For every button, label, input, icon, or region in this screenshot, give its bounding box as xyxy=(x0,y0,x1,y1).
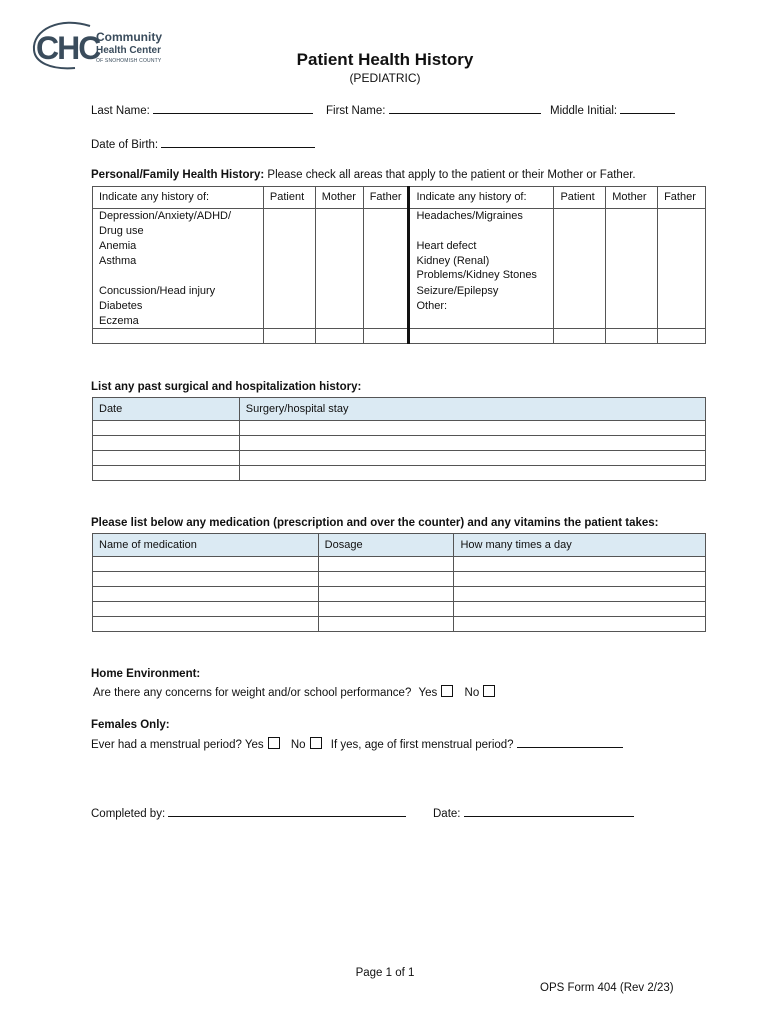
surgical-header-date: Date xyxy=(93,398,240,421)
father-check-cell[interactable] xyxy=(658,239,706,254)
date-row xyxy=(433,805,634,820)
history-condition-left: Depression/Anxiety/ADHD/ Drug use xyxy=(93,209,264,239)
date-label: Date: xyxy=(433,808,461,820)
last-name-label: Last Name: xyxy=(91,105,150,117)
father-check-cell[interactable] xyxy=(658,299,706,314)
mother-check-cell[interactable] xyxy=(315,329,363,344)
entry-cell[interactable] xyxy=(93,557,319,572)
entry-cell[interactable] xyxy=(93,572,319,587)
history-row xyxy=(93,299,706,314)
history-label-rest: Please check all areas that apply to the patient or their Mother or Father. xyxy=(264,169,636,181)
history-header: Indicate any history of: xyxy=(409,187,554,209)
entry-cell[interactable] xyxy=(318,602,454,617)
father-check-cell[interactable] xyxy=(363,239,409,254)
history-condition-left: Eczema xyxy=(93,314,264,329)
middle-initial-label: Middle Initial: xyxy=(550,105,618,117)
entry-cell[interactable] xyxy=(454,557,706,572)
completed-by-label: Completed by: xyxy=(91,808,166,820)
table-row xyxy=(93,557,706,572)
history-header: Father xyxy=(658,187,706,209)
surgical-table xyxy=(92,397,706,481)
history-condition-left xyxy=(93,329,264,344)
entry-cell[interactable] xyxy=(93,466,240,481)
completed-by-row xyxy=(91,805,406,820)
patient-check-cell[interactable] xyxy=(263,314,315,329)
home-question-row xyxy=(93,685,495,699)
history-condition-right: Other: xyxy=(409,299,554,314)
history-condition-right: Kidney (Renal) Problems/Kidney Stones xyxy=(409,254,554,284)
mother-check-cell[interactable] xyxy=(315,239,363,254)
history-condition-left: Asthma xyxy=(93,254,264,284)
history-header: Indicate any history of: xyxy=(93,187,264,209)
father-check-cell[interactable] xyxy=(363,254,409,284)
mother-check-cell[interactable] xyxy=(606,209,658,239)
medication-header-dosage: Dosage xyxy=(318,534,454,557)
father-check-cell[interactable] xyxy=(363,329,409,344)
history-header: Father xyxy=(363,187,409,209)
females-question: Ever had a menstrual period? xyxy=(91,739,242,751)
mother-check-cell[interactable] xyxy=(606,314,658,329)
home-question: Are there any concerns for weight and/or school performance? xyxy=(93,687,412,699)
entry-cell[interactable] xyxy=(454,572,706,587)
patient-check-cell[interactable] xyxy=(263,299,315,314)
patient-check-cell[interactable] xyxy=(554,284,606,299)
page-title: Patient Health History xyxy=(296,50,474,69)
table-row xyxy=(93,436,706,451)
history-header: Patient xyxy=(554,187,606,209)
patient-check-cell[interactable] xyxy=(263,209,315,239)
entry-cell[interactable] xyxy=(318,572,454,587)
surgical-header-stay: Surgery/hospital stay xyxy=(239,398,705,421)
patient-check-cell[interactable] xyxy=(554,299,606,314)
father-check-cell[interactable] xyxy=(363,314,409,329)
entry-cell[interactable] xyxy=(318,617,454,632)
last-name-row xyxy=(91,102,313,117)
father-check-cell[interactable] xyxy=(658,284,706,299)
entry-cell[interactable] xyxy=(239,436,705,451)
menstrual-age-field[interactable] xyxy=(517,736,623,748)
logo-line1: Community xyxy=(96,30,162,44)
middle-initial-row xyxy=(550,102,675,117)
first-name-field[interactable] xyxy=(389,102,541,114)
entry-cell[interactable] xyxy=(239,466,705,481)
entry-cell[interactable] xyxy=(454,617,706,632)
home-yes-label: Yes xyxy=(418,687,438,699)
history-row xyxy=(93,329,706,344)
page-number: Page 1 of 1 xyxy=(355,967,415,979)
females-no-label: No xyxy=(290,739,306,751)
patient-check-cell[interactable] xyxy=(554,329,606,344)
dob-field[interactable] xyxy=(161,136,315,148)
females-label: Females Only: xyxy=(91,719,170,731)
entry-cell[interactable] xyxy=(93,587,319,602)
entry-cell[interactable] xyxy=(93,617,319,632)
entry-cell[interactable] xyxy=(454,602,706,617)
father-check-cell[interactable] xyxy=(363,284,409,299)
date-field[interactable] xyxy=(464,805,634,817)
history-header: Mother xyxy=(606,187,658,209)
patient-check-cell[interactable] xyxy=(554,314,606,329)
history-condition-right: Headaches/Migraines xyxy=(409,209,554,239)
first-name-label: First Name: xyxy=(326,105,386,117)
last-name-field[interactable] xyxy=(153,102,313,114)
mother-check-cell[interactable] xyxy=(606,329,658,344)
mother-check-cell[interactable] xyxy=(606,299,658,314)
history-condition-left: Anemia xyxy=(93,239,264,254)
patient-check-cell[interactable] xyxy=(263,284,315,299)
home-yes-checkbox[interactable] xyxy=(441,685,453,697)
history-condition-right: Seizure/Epilepsy xyxy=(409,284,554,299)
history-row xyxy=(93,239,706,254)
history-condition-right xyxy=(409,314,554,329)
dob-row xyxy=(91,136,315,151)
females-question-row xyxy=(91,736,623,751)
medication-table xyxy=(92,533,706,632)
logo-abbr: CHC xyxy=(36,30,100,66)
first-name-row xyxy=(326,102,541,117)
patient-check-cell[interactable] xyxy=(554,209,606,239)
entry-cell[interactable] xyxy=(93,421,240,436)
form-id: OPS Form 404 (Rev 2/23) xyxy=(540,982,674,994)
table-row xyxy=(93,572,706,587)
females-followup: If yes, age of first menstrual period? xyxy=(330,739,514,751)
entry-cell[interactable] xyxy=(454,587,706,602)
medication-header-times: How many times a day xyxy=(454,534,706,557)
history-condition-right xyxy=(409,329,554,344)
home-no-checkbox[interactable] xyxy=(483,685,495,697)
table-row xyxy=(93,451,706,466)
mother-check-cell[interactable] xyxy=(315,254,363,284)
middle-initial-field[interactable] xyxy=(620,102,675,114)
surgical-label: List any past surgical and hospitalization history: xyxy=(91,381,362,393)
home-no-label: No xyxy=(464,687,480,699)
father-check-cell[interactable] xyxy=(658,314,706,329)
females-yes-label: Yes xyxy=(244,739,264,751)
history-row xyxy=(93,314,706,329)
entry-cell[interactable] xyxy=(93,451,240,466)
history-label-bold: Personal/Family Health History: xyxy=(91,169,265,181)
females-no-checkbox[interactable] xyxy=(310,737,322,749)
females-yes-checkbox[interactable] xyxy=(268,737,280,749)
history-heading xyxy=(91,169,636,181)
table-row xyxy=(93,617,706,632)
table-row xyxy=(93,421,706,436)
father-check-cell[interactable] xyxy=(658,209,706,239)
entry-cell[interactable] xyxy=(93,436,240,451)
entry-cell[interactable] xyxy=(239,421,705,436)
mother-check-cell[interactable] xyxy=(315,299,363,314)
mother-check-cell[interactable] xyxy=(606,254,658,284)
patient-check-cell[interactable] xyxy=(263,239,315,254)
history-condition-left: Concussion/Head injury xyxy=(93,284,264,299)
family-history-table xyxy=(92,186,706,344)
history-row xyxy=(93,284,706,299)
medication-header-name: Name of medication xyxy=(93,534,319,557)
history-header: Mother xyxy=(315,187,363,209)
history-header: Patient xyxy=(263,187,315,209)
history-row xyxy=(93,254,706,284)
logo-line2: Health Center xyxy=(96,45,162,56)
patient-check-cell[interactable] xyxy=(263,254,315,284)
father-check-cell[interactable] xyxy=(658,254,706,284)
table-row xyxy=(93,466,706,481)
completed-by-field[interactable] xyxy=(168,805,406,817)
table-row xyxy=(93,587,706,602)
mother-check-cell[interactable] xyxy=(315,314,363,329)
mother-check-cell[interactable] xyxy=(315,284,363,299)
patient-check-cell[interactable] xyxy=(554,254,606,284)
history-condition-left: Diabetes xyxy=(93,299,264,314)
father-check-cell[interactable] xyxy=(363,209,409,239)
father-check-cell[interactable] xyxy=(658,329,706,344)
history-condition-right: Heart defect xyxy=(409,239,554,254)
dob-label: Date of Birth: xyxy=(91,139,159,151)
patient-check-cell[interactable] xyxy=(554,239,606,254)
entry-cell[interactable] xyxy=(318,557,454,572)
history-row xyxy=(93,209,706,239)
mother-check-cell[interactable] xyxy=(315,209,363,239)
mother-check-cell[interactable] xyxy=(606,239,658,254)
entry-cell[interactable] xyxy=(93,602,319,617)
mother-check-cell[interactable] xyxy=(606,284,658,299)
logo-line3: OF SNOHOMISH COUNTY xyxy=(96,58,162,64)
entry-cell[interactable] xyxy=(318,587,454,602)
medication-label: Please list below any medication (prescription and over the counter) and any vitamins the patient takes: xyxy=(91,517,659,529)
patient-check-cell[interactable] xyxy=(263,329,315,344)
entry-cell[interactable] xyxy=(239,451,705,466)
table-row xyxy=(93,602,706,617)
father-check-cell[interactable] xyxy=(363,299,409,314)
page-subtitle: (PEDIATRIC) xyxy=(349,71,421,85)
home-label: Home Environment: xyxy=(91,668,201,680)
